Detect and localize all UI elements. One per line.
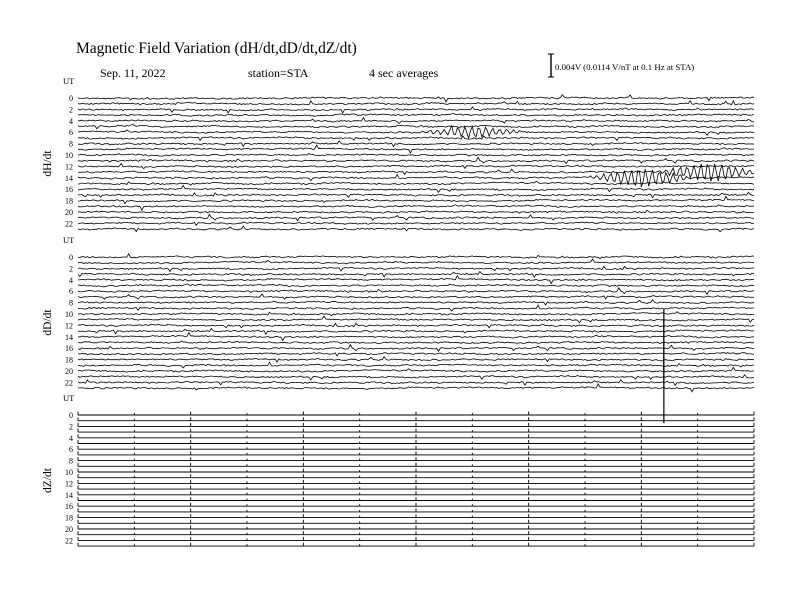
station-label: station=STA xyxy=(248,66,309,80)
hour-label: 6 xyxy=(69,445,73,455)
hour-label: 4 xyxy=(69,275,73,285)
trace-hour-15 xyxy=(78,341,754,344)
trace-hour-20 xyxy=(78,210,754,213)
trace-hour-17 xyxy=(78,192,754,197)
hour-label: 20 xyxy=(65,367,73,376)
hour-label: 4 xyxy=(69,433,73,443)
hour-label: 12 xyxy=(65,162,73,172)
trace-hour-17 xyxy=(78,353,754,356)
trace-hour-10 xyxy=(78,312,754,316)
trace-hour-1 xyxy=(78,259,754,264)
hour-label: 14 xyxy=(65,490,73,500)
trace-hour-12 xyxy=(78,164,754,169)
hour-label: 6 xyxy=(69,287,73,297)
hour-label: 0 xyxy=(69,253,73,262)
trace-hour-8 xyxy=(78,300,754,305)
hour-label: 18 xyxy=(65,196,73,206)
trace-hour-11 xyxy=(78,316,754,323)
panel-ylabel: dD/dt xyxy=(42,309,54,336)
trace-hour-19 xyxy=(78,205,754,210)
hour-label: 20 xyxy=(65,208,73,217)
trace-hour-3 xyxy=(78,272,754,278)
trace-hour-21 xyxy=(78,214,754,221)
trace-hour-15 xyxy=(78,181,754,185)
hour-label: 22 xyxy=(65,536,73,546)
hour-label: 12 xyxy=(65,479,73,489)
trace-hour-1 xyxy=(78,101,754,105)
averaging-label: 4 sec averages xyxy=(369,66,439,80)
trace-hour-9 xyxy=(78,145,754,153)
hour-label: 8 xyxy=(69,139,73,149)
trace-hour-0 xyxy=(78,95,754,102)
trace-hour-23 xyxy=(78,226,754,232)
chart-title: Magnetic Field Variation (dH/dt,dD/dt,dZ/dt) xyxy=(76,40,357,57)
panels xyxy=(42,76,754,546)
trace-hour-4 xyxy=(78,276,754,284)
date-label: Sep. 11, 2022 xyxy=(100,66,166,80)
trace-hour-18 xyxy=(78,357,754,362)
hour-label: 16 xyxy=(65,344,73,354)
hour-label: 2 xyxy=(69,264,73,274)
trace-hour-5 xyxy=(78,124,754,128)
hour-label: 8 xyxy=(69,298,73,308)
hour-label: 10 xyxy=(65,468,73,477)
hour-label: 2 xyxy=(69,422,73,432)
trace-hour-23 xyxy=(78,384,754,392)
trace-hour-0 xyxy=(78,254,754,259)
trace-hour-10 xyxy=(78,154,754,157)
hour-label: 2 xyxy=(69,105,73,115)
trace-hour-2 xyxy=(78,266,754,271)
trace-hour-5 xyxy=(78,284,754,287)
hour-label: 8 xyxy=(69,456,73,466)
panel-dD-dt xyxy=(42,235,754,392)
hour-label: 14 xyxy=(65,173,73,183)
scale-bar xyxy=(548,54,554,77)
trace-hour-2 xyxy=(78,107,754,113)
hour-label: 0 xyxy=(69,94,73,103)
trace-hour-22 xyxy=(78,380,754,386)
hour-label: 0 xyxy=(69,411,73,420)
trace-hour-13 xyxy=(78,329,754,335)
hour-label: 16 xyxy=(65,185,73,195)
trace-hour-4 xyxy=(78,118,754,124)
trace-hour-6 xyxy=(78,288,754,295)
hour-label: 14 xyxy=(65,332,73,342)
trace-hour-12 xyxy=(78,323,754,327)
ut-label: UT xyxy=(63,76,75,86)
trace-hour-7 xyxy=(78,136,754,141)
scale-label: 0.004V (0.0114 V/nT at 0.1 Hz at STA) xyxy=(555,62,695,72)
hour-label: 18 xyxy=(65,355,73,365)
trace-hour-19 xyxy=(78,362,754,368)
panel-ylabel: dH/dt xyxy=(42,150,54,177)
ut-label: UT xyxy=(63,235,75,245)
hour-label: 20 xyxy=(65,525,73,534)
trace-hour-11 xyxy=(78,157,754,164)
hour-label: 4 xyxy=(69,116,73,126)
hour-label: 6 xyxy=(69,128,73,138)
panel-ylabel: dZ/dt xyxy=(42,468,54,494)
trace-hour-9 xyxy=(78,305,754,311)
hour-label: 10 xyxy=(65,151,73,160)
hour-label: 18 xyxy=(65,513,73,523)
hour-label: 22 xyxy=(65,378,73,388)
hour-label: 12 xyxy=(65,321,73,331)
ut-label: UT xyxy=(63,393,75,403)
trace-hour-16 xyxy=(78,345,754,352)
trace-hour-21 xyxy=(78,375,754,380)
trace-hour-20 xyxy=(78,367,754,372)
hour-label: 16 xyxy=(65,502,73,512)
trace-hour-14 xyxy=(78,333,754,341)
hour-label: 22 xyxy=(65,219,73,229)
trace-hour-16 xyxy=(78,186,754,193)
trace-hour-7 xyxy=(78,294,754,299)
trace-hour-3 xyxy=(78,114,754,117)
trace-hour-8 xyxy=(78,141,754,147)
hour-label: 10 xyxy=(65,310,73,319)
panel-dH-dt xyxy=(42,76,754,232)
trace-hour-22 xyxy=(78,222,754,225)
